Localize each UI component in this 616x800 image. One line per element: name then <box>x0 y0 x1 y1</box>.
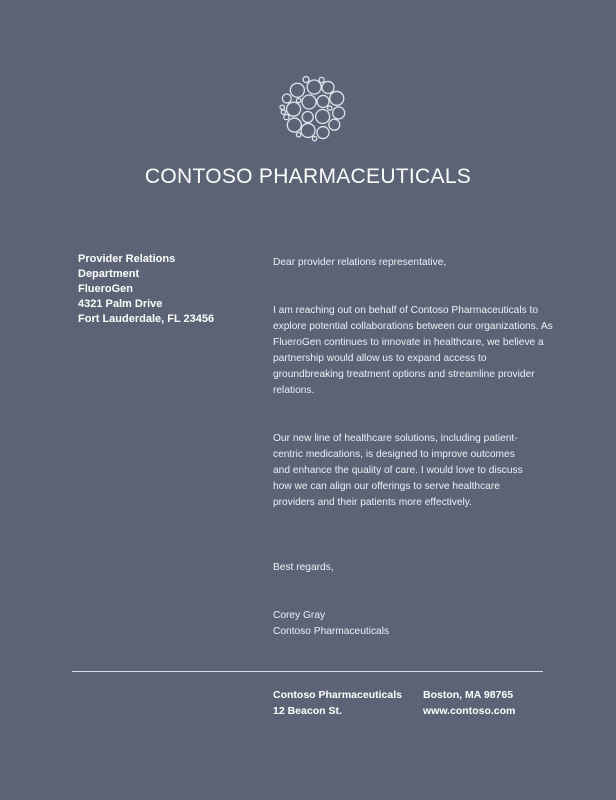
letter-paragraph-2: Our new line of healthcare solutions, including patient-centric medications, is designed to improve outcomes and enhance the quality of care. I would love to discuss how we can align our offerings to serve healthcare providers and their patients more effectively. <box>273 433 523 508</box>
letter-paragraph-1: I am reaching out on behalf of Contoso Pharmaceuticals to explore potential collaborations between our organizations. As FlueroGen continues to innovate in healthcare, we believe a partnership would allow us to expand access to groundbreaking treatment options and streamline provider relations. <box>273 305 553 396</box>
recipient-line: 4321 Palm Drive <box>78 298 163 310</box>
logo-bubble <box>329 119 340 130</box>
signature-company: Contoso Pharmaceuticals <box>273 626 390 637</box>
letter-greeting: Dear provider relations representative, <box>273 257 447 268</box>
logo-bubble <box>328 106 332 110</box>
footer-website: www.contoso.com <box>423 705 516 717</box>
logo-bubble <box>312 136 316 140</box>
footer-company: Contoso Pharmaceuticals <box>273 689 402 701</box>
logo-bubble <box>284 115 289 120</box>
logo-bubble <box>290 83 304 97</box>
logo-bubble <box>280 105 284 109</box>
logo-bubble <box>282 94 291 103</box>
recipient-line: Fort Lauderdale, FL 23456 <box>78 313 215 325</box>
recipient-line: Provider Relations <box>78 253 176 265</box>
company-title: CONTOSO PHARMACEUTICALS <box>144 165 472 188</box>
recipient-line: FlueroGen <box>78 283 134 295</box>
logo-bubble <box>287 102 301 116</box>
footer-street: 12 Beacon St. <box>273 705 342 717</box>
letter-closing: Best regards, <box>273 562 334 573</box>
footer-company-block <box>273 687 402 719</box>
logo-bubble <box>317 95 329 107</box>
logo-bubble <box>302 111 313 122</box>
logo-bubble <box>287 118 301 132</box>
logo-bubble <box>302 95 316 109</box>
logo-bubble <box>330 91 344 105</box>
logo-bubble <box>333 107 345 119</box>
logo-bubble <box>296 98 300 102</box>
footer-divider <box>72 671 543 672</box>
footer-city: Boston, MA 98765 <box>423 689 514 701</box>
logo-bubble <box>303 77 309 83</box>
logo-bubble <box>307 80 321 94</box>
recipient-line: Department <box>78 268 140 280</box>
logo-bubble <box>319 77 324 82</box>
logo-bubble <box>301 123 315 137</box>
recipient-address <box>78 252 248 327</box>
signature-name: Corey Gray <box>273 610 326 621</box>
logo-bubble <box>317 127 329 139</box>
logo-bubble <box>281 110 285 114</box>
logo-bubble <box>322 81 334 93</box>
molecule-sphere-icon <box>273 72 353 144</box>
footer-contact-block <box>423 687 515 719</box>
logo-bubble <box>296 133 300 137</box>
logo-bubble <box>316 110 330 124</box>
